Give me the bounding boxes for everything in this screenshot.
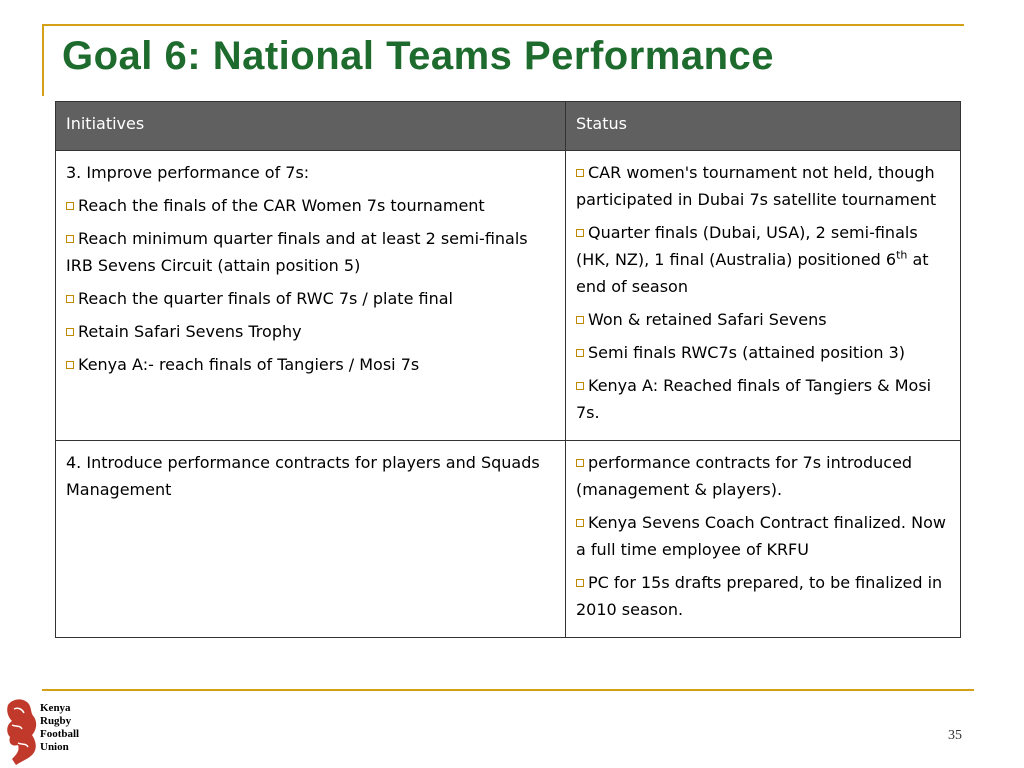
page-number: 35 [948, 728, 962, 743]
initiative-intro: 3. Improve performance of 7s: [66, 163, 310, 182]
square-bullet-icon [576, 459, 584, 467]
table-header-row [56, 102, 961, 151]
square-bullet-icon [66, 361, 74, 369]
square-bullet-icon [576, 579, 584, 587]
list-item: Won & retained Safari Sevens [576, 306, 950, 333]
top-accent-rule [42, 24, 964, 26]
square-bullet-icon [576, 316, 584, 324]
square-bullet-icon [576, 349, 584, 357]
list-item: Kenya A:- reach finals of Tangiers / Mosi 7s [66, 351, 555, 378]
header-initiatives: Initiatives [56, 102, 566, 151]
square-bullet-icon [66, 202, 74, 210]
initiatives-table [55, 101, 961, 638]
list-item: performance contracts for 7s introduced (management & players). [576, 453, 913, 499]
square-bullet-icon [576, 519, 584, 527]
table-row [56, 151, 961, 441]
ordinal-superscript: th [896, 248, 908, 262]
list-item: Kenya Sevens Coach Contract finalized. Now a full time employee of KRFU [576, 513, 946, 559]
square-bullet-icon [576, 382, 584, 390]
initiative-intro: 4. Introduce performance contracts for players and Squads Management [66, 453, 540, 499]
list-item: Kenya A: Reached finals of Tangiers & Mosi 7s. [576, 376, 932, 422]
square-bullet-icon [66, 235, 74, 243]
list-item: CAR women's tournament not held, though participated in Dubai 7s satellite tournament [576, 163, 937, 209]
list-item: PC for 15s drafts prepared, to be finalized in 2010 season. [576, 573, 943, 619]
initiative-cell [56, 151, 566, 441]
square-bullet-icon [66, 328, 74, 336]
table-row [56, 441, 961, 638]
status-cell [566, 151, 961, 441]
left-accent-rule [42, 24, 44, 96]
square-bullet-icon [576, 229, 584, 237]
list-item: Retain Safari Sevens Trophy [66, 318, 555, 345]
initiative-cell [56, 441, 566, 638]
square-bullet-icon [66, 295, 74, 303]
logo-wordmark: Kenya Rugby Football Union [40, 702, 80, 753]
list-item: Semi finals RWC7s (attained position 3) [576, 339, 950, 366]
bottom-accent-rule [42, 689, 974, 691]
list-item: Reach the finals of the CAR Women 7s tournament [66, 192, 555, 219]
square-bullet-icon [576, 169, 584, 177]
header-status: Status [566, 102, 961, 151]
list-item: Reach minimum quarter finals and at least 2 semi-finals IRB Sevens Circuit (attain position 5) [66, 229, 528, 275]
list-item: Reach the quarter finals of RWC 7s / plate final [66, 285, 555, 312]
list-item: Quarter finals (Dubai, USA), 2 semi-finals (HK, NZ), 1 final (Australia) positioned 6th at end of season [576, 223, 929, 296]
status-cell [566, 441, 961, 638]
slide-title: Goal 6: National Teams Performance [62, 34, 775, 78]
